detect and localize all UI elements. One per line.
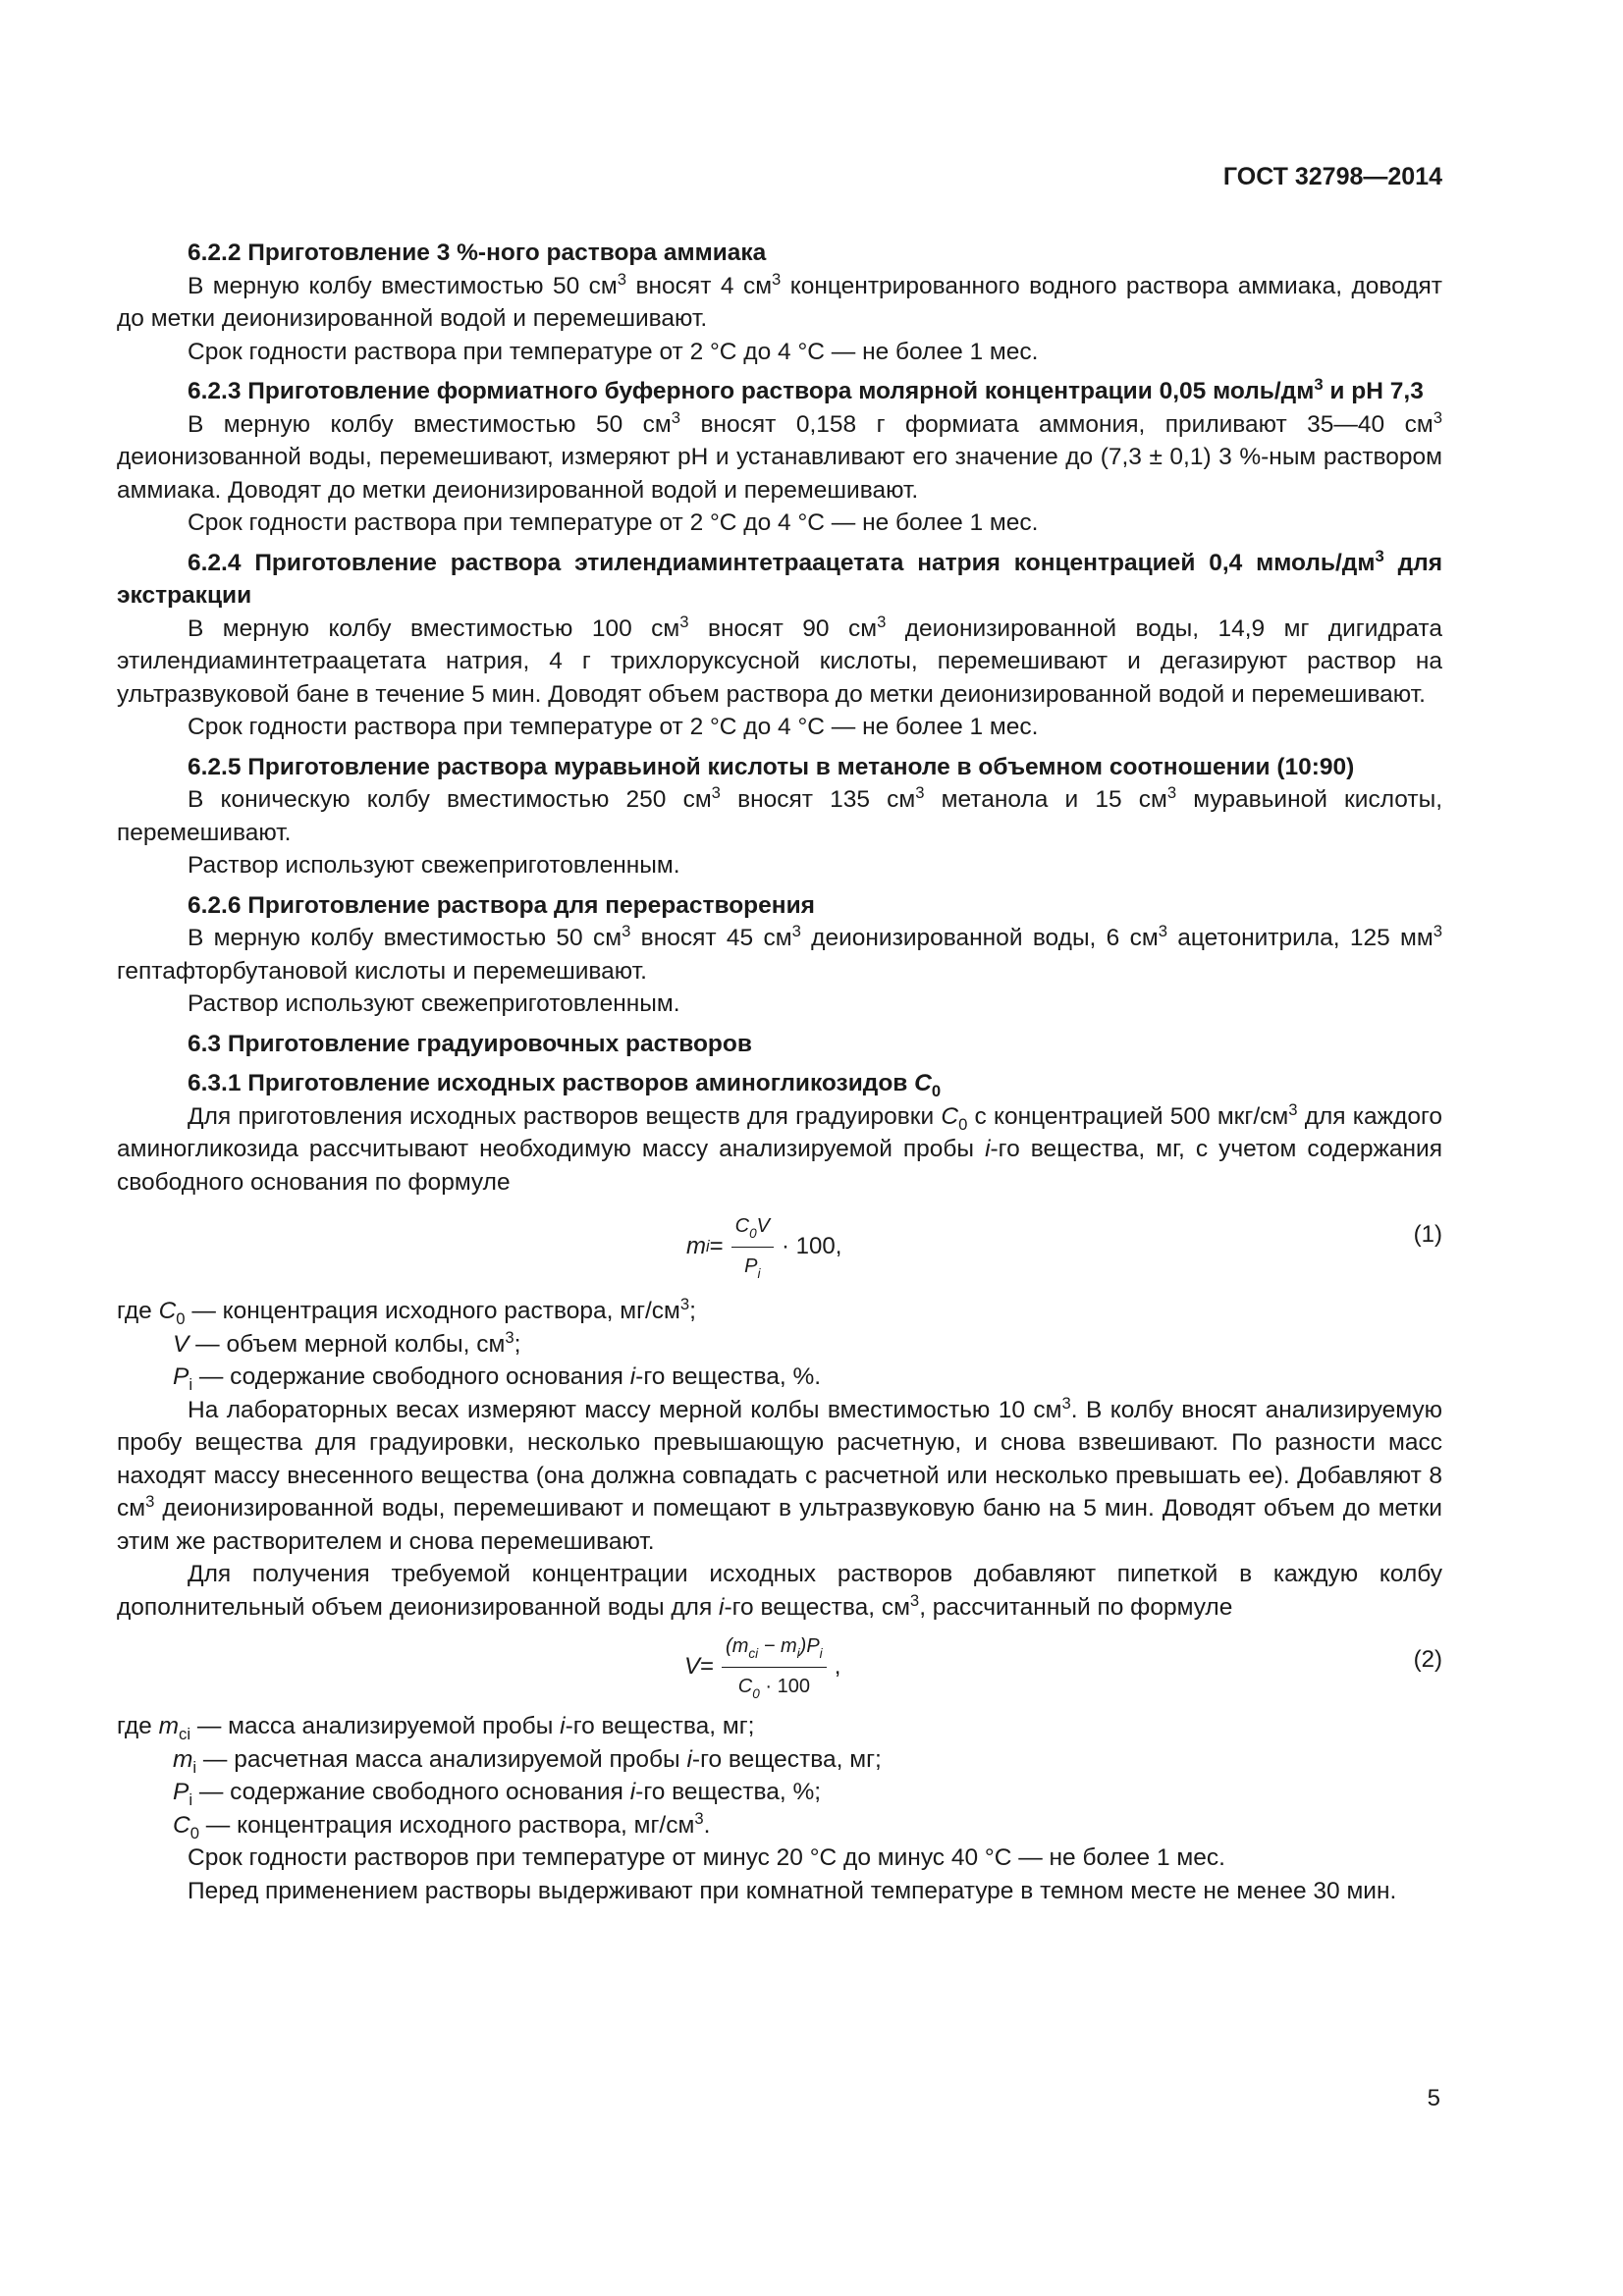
section-6-2-5-title: 6.2.5 Приготовление раствора муравьиной кислоты в метаноле в объемном соотношении (10:90): [188, 753, 1355, 780]
legend-line: V — объем мерной колбы, $см^3$;: [173, 1327, 521, 1358]
page-number: 5: [1427, 2085, 1440, 2111]
paragraph: Срок годности раствора при температуре от 2 °С до 4 °С — не более 1 мес.: [188, 714, 1039, 740]
fraction: $\frac{C_0V}{P_i}$: [731, 1210, 774, 1283]
paragraph: Срок годности раствора при температуре от 2 °С до 4 °С — не более 1 мес.: [188, 338, 1039, 365]
formula-1: [117, 1206, 1442, 1287]
fraction: $\frac{(m_{ci} - m_i)P_i}{C_0 \cdot 100}$: [722, 1630, 827, 1703]
paragraph: В мерную колбу вместимостью 100 $см^3$ вносят 90 $см^3$ деионизированной воды, 14,9 мг дигидрата этилендиаминтетраацетата натрия, 4 г трихлоруксусной кислоты, перемешивают и дегазируют раствор на ультразвуковой бане в течение 5 мин. Доводят объем раствора до метки деионизированной водой и перемешивают.: [117, 612, 1442, 708]
document-body: [117, 230, 1442, 1907]
formula-number: (1): [1413, 1221, 1442, 1248]
paragraph: В коническую колбу вместимостью 250 $см^3$ вносят 135 $см^3$ метанола и 15 $см^3$ муравьиной кислоты, перемешивают.: [117, 783, 1443, 846]
paragraph: Перед применением растворы выдерживают при комнатной температуре в темном месте не менее 30 мин.: [188, 1877, 1397, 1904]
legend-line: где $m_{ci}$ — масса анализируемой пробы i-го вещества, мг;: [117, 1713, 755, 1743]
formula-1-legend: [117, 1295, 1442, 1394]
legend-line: $P_i$ — содержание свободного основания i-го вещества, %.: [173, 1363, 822, 1394]
paragraph: Раствор используют свежеприготовленным.: [188, 852, 680, 879]
document-code: ГОСТ 32798—2014: [1222, 163, 1442, 190]
formula-number: (2): [1413, 1646, 1442, 1673]
legend-line: $P_i$ — содержание свободного основания i-го вещества, %;: [173, 1779, 822, 1809]
paragraph: Для получения требуемой концентрации исходных растворов добавляют пипеткой в каждую колбу дополнительный объем деионизированной воды для i-го вещества, $см^3$, рассчитанный по формуле: [117, 1561, 1442, 1621]
paragraph: В мерную колбу вместимостью 50 $см^3$ вносят 0,158 г формиата аммония, приливают 35—40 $см^3$ деионизованной воды, перемешивают, измеряют рН и устанавливают его значение до (7,3 ± 0,1) 3 %-ным раствором аммиака. Доводят до метки деионизированной водой и перемешивают.: [117, 407, 1442, 504]
formula-2: [117, 1631, 1442, 1702]
paragraph: В мерную колбу вместимостью 50 $см^3$ вносят 45 $см^3$ деионизированной воды, 6 $см^3$ ацетонитрила, 125 $мм^3$ гептафторбутановой кислоты и перемешивают.: [117, 922, 1443, 985]
section-6-2-6-title: 6.2.6 Приготовление раствора для перерастворения: [188, 891, 815, 919]
paragraph: Срок годности раствора при температуре от 2 °С до 4 °С — не более 1 мес.: [188, 509, 1039, 536]
section-6-2-4-title: 6.2.4 Приготовление раствора этилендиаминтетраацетата натрия концентрацией 0,4 ммоль/$дм^3$ для экстракции: [117, 546, 1442, 609]
legend-line: где $C_0$ — концентрация исходного раствора, $мг/см^3$;: [117, 1295, 696, 1328]
paragraph: На лабораторных весах измеряют массу мерной колбы вместимостью 10 $см^3$. В колбу вносят анализируемую пробу вещества для градуировки, несколько превышающую расчетную, и снова взвешивают. По разности масс находят массу внесенного вещества (она должна совпадать с расчетной или несколько превышать ее). Добавляют 8 $см^3$ деионизированной воды, перемешивают и помещают в ультразвуковую баню на 5 мин. Доводят объем до метки этим же растворителем и снова перемешивают.: [117, 1393, 1442, 1555]
formula-1-body: m i = $\frac{C_0V}{P_i}$ · 100,: [686, 1206, 841, 1287]
paragraph: Раствор используют свежеприготовленным.: [188, 990, 680, 1017]
section-6-2-3-title: 6.2.3 Приготовление формиатного буферного раствора молярной концентрации 0,05 моль/$дм^3$ и рН 7,3: [188, 375, 1424, 404]
section-6-3-1-title: 6.3.1 Приготовление исходных растворов аминогликозидов $C_0$: [188, 1070, 942, 1100]
section-6-2-2-title: 6.2.2 Приготовление 3 %-ного раствора аммиака: [188, 240, 767, 266]
paragraph: В мерную колбу вместимостью 50 $см^3$ вносят 4 $см^3$ концентрированного водного раствора аммиака, доводят до метки деионизированной водой и перемешивают.: [117, 269, 1442, 332]
legend-line: $m_i$ — расчетная масса анализируемой пробы i-го вещества, мг;: [173, 1745, 882, 1777]
formula-2-legend: [117, 1710, 1442, 1842]
paragraph: Срок годности растворов при температуре от минус 20 °С до минус 40 °С — не более 1 мес.: [188, 1844, 1225, 1871]
section-6-3-title: 6.3 Приготовление градуировочных растворов: [188, 1030, 752, 1057]
legend-line: $C_0$ — концентрация исходного раствора, $мг/см^3$.: [173, 1808, 711, 1842]
paragraph: Для приготовления исходных растворов веществ для градуировки $C_0$ с концентрацией 500 мкг/$см^3$ для каждого аминогликозида рассчитывают необходимую массу анализируемой пробы i-го вещества, мг, с учетом содержания свободного основания по формуле: [117, 1099, 1442, 1196]
formula-2-body: V = $\frac{(m_{ci} - m_i)P_i}{C_0 \cdot 100}$ ,: [684, 1631, 840, 1702]
